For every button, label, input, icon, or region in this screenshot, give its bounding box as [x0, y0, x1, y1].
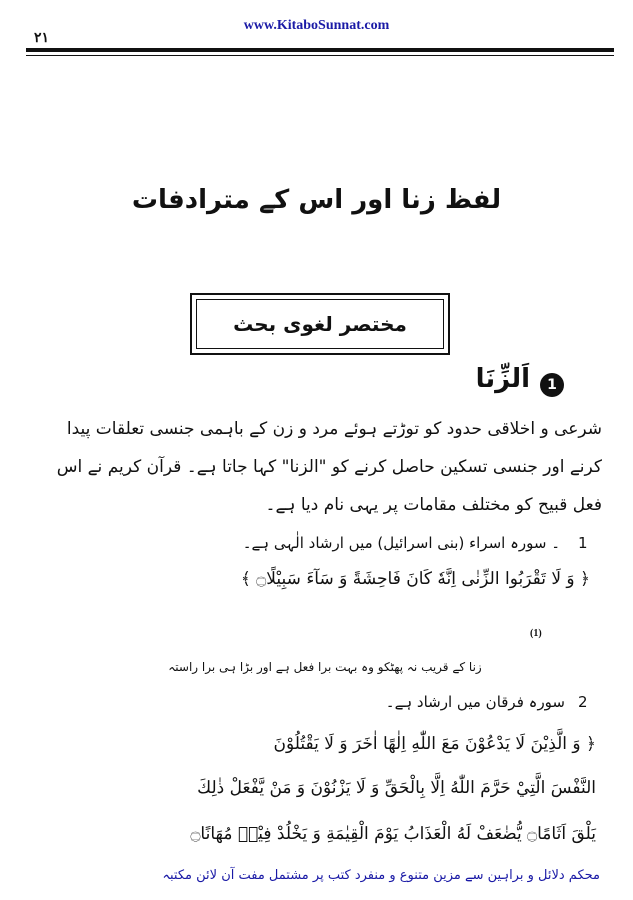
item2-verse-line-1: ﴿ وَ الَّذِيْنَ لَا يَدْعُوْنَ مَعَ اللّٰهِ اِلٰهًا اٰخَرَ وَ لَا يَقْتُلُوْنَ: [273, 734, 596, 754]
item1-verse: ﴿ وَ لَا تَقْرَبُوا الزِّنٰى اِنَّهٗ كَانَ فَاحِشَةً وَ سَآءَ سَبِيْلًا۝ ﴾: [240, 569, 590, 589]
section-number-badge: 1: [540, 373, 564, 397]
item2-verse-line-2: النَّفْسَ الَّتِيْ حَرَّمَ اللّٰهُ اِلَّا بِالْحَقِّ وَ لَا يَزْنُوْنَ وَ مَنْ يَّفْعَلْ ذٰلِكَ: [197, 778, 596, 798]
item1-number: 1: [578, 534, 588, 552]
item1-translation: زنا کے قریب نہ پھٹکو وہ بہت برا فعل ہے اور بڑا ہی برا راستہ: [168, 660, 482, 674]
box-heading: مختصر لغوی بحث: [196, 299, 444, 349]
item2-number: 2: [578, 693, 588, 711]
chapter-title: لفظ زنا اور اس کے مترادفات: [131, 185, 502, 215]
footnote-mark: (1): [530, 628, 542, 639]
item2-verse-line-3: يَلْقَ اَثَامًا۝ يُّضٰعَفْ لَهُ الْعَذَابُ يَوْمَ الْقِيٰمَةِ وَ يَخْلُدْ فِيْهٖ مُهَانًا۝: [190, 824, 596, 844]
footer-banner: محکم دلائل و براہین سے مزین متنوع و منفرد کتب پر مشتمل مفت آن لائن مکتبہ: [162, 868, 600, 883]
header-rule-thick: [26, 48, 614, 52]
website-url: www.KitaboSunnat.com: [243, 18, 390, 33]
item2-text: سورہ فرقان میں ارشاد ہے۔: [385, 693, 565, 711]
page-number: ۲۱: [34, 31, 50, 46]
heading-box: [190, 293, 450, 355]
section-heading: اَلزِّنَا: [475, 364, 530, 394]
paragraph-line-1: شرعی و اخلاقی حدود کو توڑتے ہوئے مرد و زن کے باہمی جنسی تعلقات پیدا: [66, 419, 602, 439]
header-rule-thin: [26, 55, 614, 56]
paragraph-line-2: کرنے اور جنسی تسکین حاصل کرنے کو "الزنا" کہا جاتا ہے۔ قرآن کریم نے اس: [56, 457, 602, 477]
paragraph-line-3: فعل قبیح کو مختلف مقامات پر یہی نام دیا ہے۔: [265, 495, 602, 515]
item1-text: ۔ سورہ اسراء (بنی اسرائیل) میں ارشاد الٰہی ہے۔: [242, 534, 560, 552]
